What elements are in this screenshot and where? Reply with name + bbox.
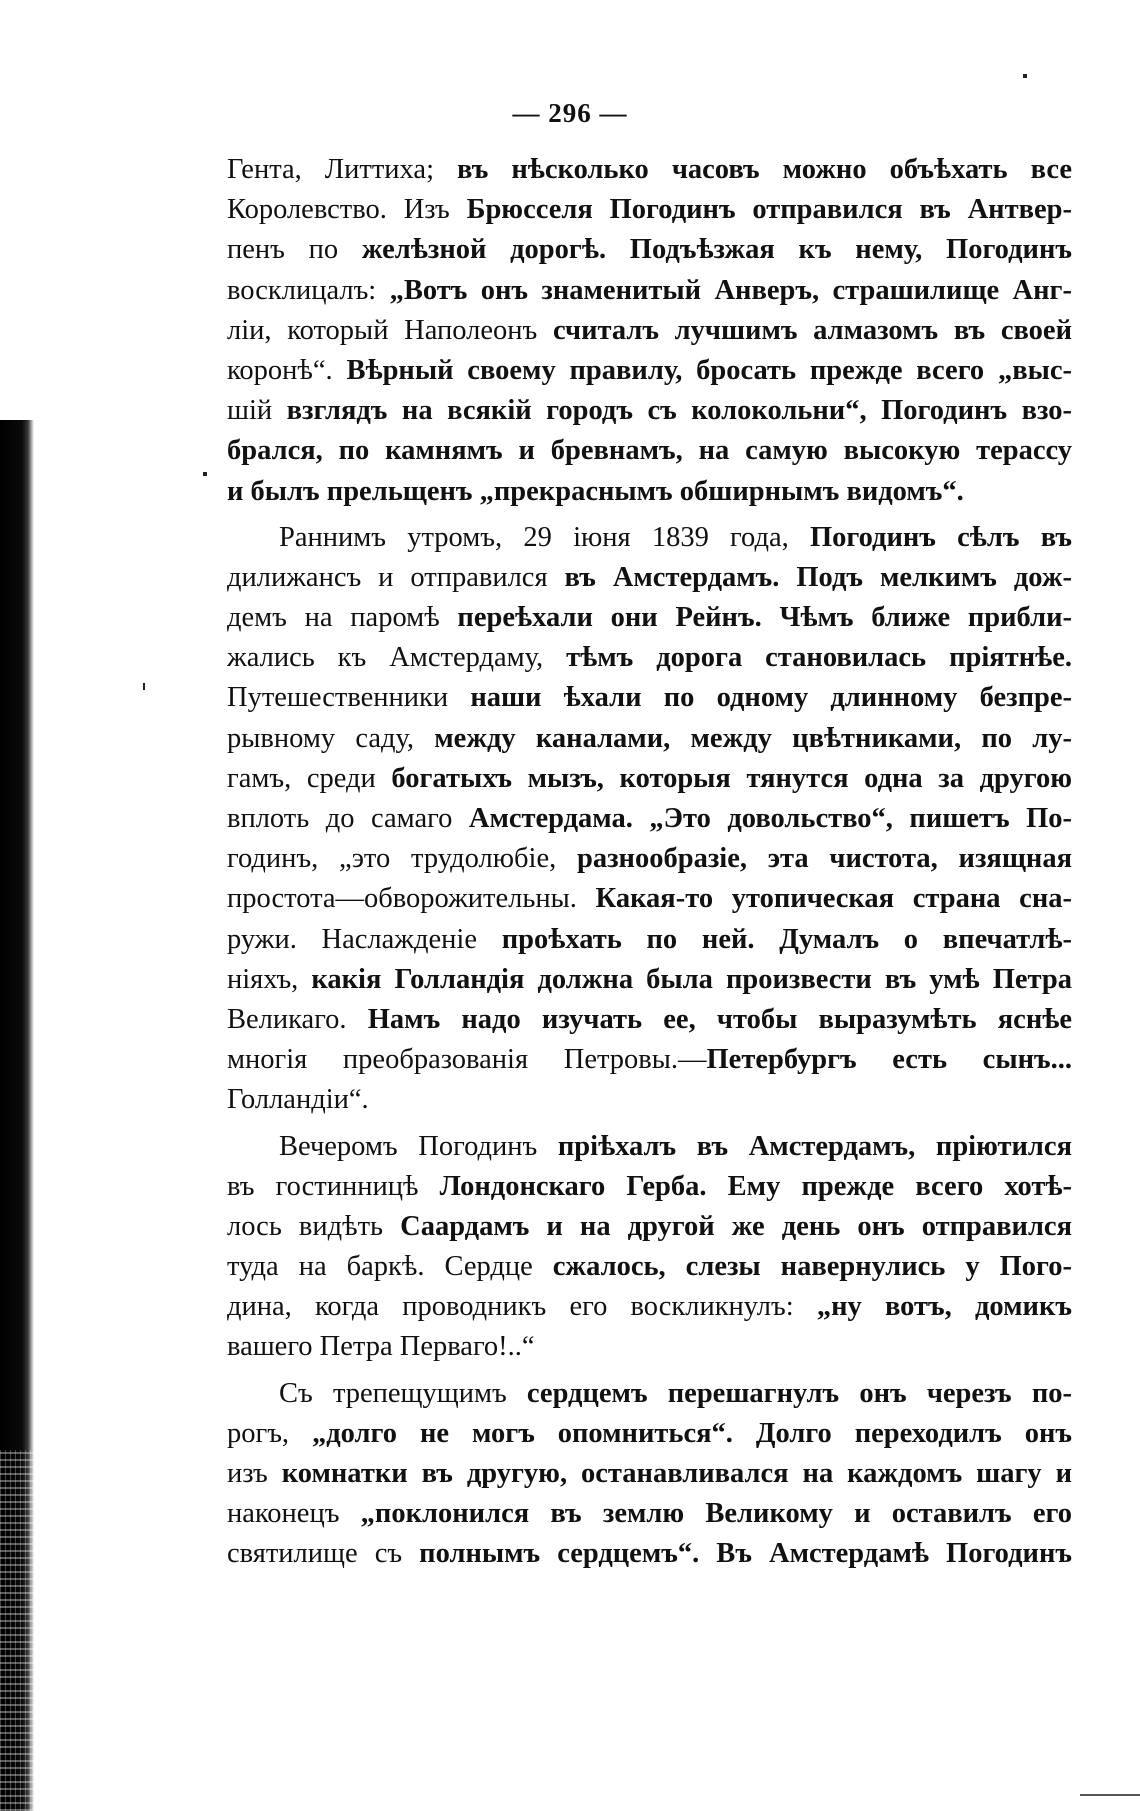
- scan-speck: [1080, 1794, 1140, 1796]
- binding-edge-texture: [0, 1450, 34, 1811]
- text-run: дина, когда проводникъ его воскликнулъ:: [227, 1291, 817, 1323]
- text-run: гамъ, среди: [227, 762, 392, 794]
- scan-speck: [143, 683, 145, 690]
- text-line: [227, 558, 1072, 598]
- text-run: Саардамъ и на другой же день онъ отправился: [400, 1210, 1072, 1242]
- text-line: [227, 1494, 1072, 1534]
- text-run: Путешественники: [227, 682, 471, 714]
- text-run: лось видѣть: [227, 1210, 401, 1242]
- text-run: взглядъ на всякiй городъ съ колокольни“, Погодинъ взо-: [286, 395, 1072, 427]
- scan-speck: [203, 472, 207, 476]
- text-run: Амстердама. „Это довольство“, пишетъ По-: [468, 803, 1072, 834]
- text-line: [227, 1207, 1072, 1247]
- text-run: въ Амстердамъ. Подъ мелкимъ дож-: [564, 561, 1072, 593]
- text-run: пенъ по: [227, 234, 362, 266]
- text-run: Петербургъ есть сынъ...: [706, 1044, 1072, 1076]
- text-run: жались къ Амстердаму,: [227, 642, 567, 674]
- text-line: [227, 1167, 1072, 1207]
- text-run: „долго не могъ опомниться“. Долго переходилъ онъ: [312, 1417, 1072, 1449]
- text-run: годинъ, „это трудолюбiе,: [227, 843, 577, 875]
- text-line: [227, 1080, 1072, 1120]
- text-line: [227, 1127, 1072, 1167]
- text-run: тѣмъ дорога становилась прiятнѣе.: [566, 642, 1072, 674]
- text-run: брался, по: [227, 435, 386, 467]
- text-line: [227, 311, 1072, 351]
- text-run: богатыхъ мызъ, которыя тянутся одна за другою: [391, 762, 1072, 794]
- text-run: Брюсселя Погодинъ отправился въ Антвер-: [466, 194, 1072, 226]
- scan-speck: [1023, 74, 1027, 78]
- text-run: какiя Голландiя должна была произвести въ умѣ Петра: [311, 963, 1072, 995]
- text-run: Вѣрный своему правилу, бросать прежде всего „выс-: [346, 354, 1072, 386]
- text-run: наконецъ: [227, 1498, 361, 1530]
- text-line: [227, 719, 1072, 759]
- text-run: камнямъ и бревнамъ, на самую высокую терассу: [385, 435, 1072, 467]
- text-line: [227, 839, 1072, 879]
- text-run: коронѣ“.: [227, 354, 347, 386]
- text-line: [227, 1327, 1072, 1367]
- text-run: и былъ прельщенъ „прекраснымъ обширнымъ видомъ“.: [227, 475, 964, 507]
- page-number: — 296 —: [512, 98, 628, 128]
- text-run: дилижансъ и отправился: [227, 561, 565, 593]
- text-run: Раннимъ утромъ, 29 iюня 1839 года,: [279, 521, 810, 553]
- text-run: „поклонился въ землю Великому и оставилъ его: [360, 1498, 1072, 1530]
- text-line: [227, 472, 1072, 512]
- text-run: святилище съ: [227, 1538, 420, 1570]
- text-run: демъ на паромѣ: [227, 602, 458, 634]
- text-run: многiя преобразованiя Петровы.—: [227, 1044, 707, 1076]
- text-line: [227, 1414, 1072, 1454]
- text-run: въ гостинницѣ: [227, 1170, 440, 1202]
- text-run: туда на баркѣ. Сердце: [227, 1251, 553, 1283]
- text-run: изъ: [227, 1458, 282, 1489]
- text-line: [227, 431, 1072, 471]
- text-run: Королевство. Изъ: [227, 194, 467, 226]
- text-run: Великаго.: [227, 1003, 368, 1035]
- text-run: переѣхали они Рейнъ. Чѣмъ ближе прибли-: [457, 602, 1072, 634]
- text-run: Намъ надо изучать ее, чтобы выразумѣть яснѣе: [367, 1003, 1072, 1035]
- text-line: [227, 598, 1072, 638]
- text-run: Какая-то утопическая страна сна-: [595, 883, 1072, 915]
- text-line: [227, 678, 1072, 718]
- text-run: рывному саду,: [227, 722, 435, 754]
- text-line: [227, 391, 1072, 431]
- text-run: сжалось, слезы навернулись у Пого-: [552, 1251, 1072, 1283]
- text-run: вашего Петра Перваго!..“: [227, 1331, 535, 1363]
- text-run: между каналами, между цвѣтниками, по лу-: [434, 722, 1072, 754]
- text-run: считалъ лучшимъ алмазомъ въ своей: [552, 314, 1072, 346]
- text-line: [227, 230, 1072, 270]
- text-run: комнатки въ другую, останавливался на каждомъ шагу и: [281, 1458, 1072, 1489]
- text-run: Вечеромъ Погодинъ: [279, 1130, 558, 1162]
- text-run: „Вотъ онъ знаменитый Анверъ, страшилище Анг-: [389, 274, 1072, 306]
- binding-edge-top: [0, 0, 34, 420]
- text-run: ружи. Наслажденiе: [227, 923, 502, 955]
- text-line: [227, 879, 1072, 919]
- text-line: [227, 1287, 1072, 1327]
- body-text: [227, 150, 1072, 1575]
- text-run: нiяхъ,: [227, 963, 312, 995]
- text-line: [227, 190, 1072, 230]
- text-run: лiи, который Наполеонъ: [227, 314, 553, 346]
- text-line: [227, 150, 1072, 190]
- text-run: Съ трепещущимъ: [279, 1377, 527, 1409]
- text-run: полнымъ сердцемъ“. Въ Амстердамѣ Погодинъ: [419, 1538, 1072, 1570]
- text-run: вплоть до самаго: [227, 803, 469, 834]
- text-line: [227, 920, 1072, 960]
- text-run: простота—обворожительны.: [227, 883, 596, 915]
- text-run: разнообразiе, эта чистота, изящная: [577, 843, 1072, 875]
- text-line: [227, 1534, 1072, 1574]
- text-run: проѣхать по ней. Думалъ о впечатлѣ-: [501, 923, 1072, 955]
- text-run: восклицалъ:: [227, 274, 390, 306]
- text-run: шiй: [227, 395, 287, 427]
- text-run: желѣзной дорогѣ. Подъѣзжая къ нему, Погодинъ: [361, 234, 1072, 266]
- text-line: [227, 518, 1072, 558]
- text-line: [227, 1454, 1072, 1494]
- text-line: [227, 799, 1072, 839]
- text-line: [227, 960, 1072, 1000]
- text-run: рогъ,: [227, 1417, 312, 1449]
- text-line: [227, 351, 1072, 391]
- text-line: [227, 1374, 1072, 1414]
- text-line: [227, 1040, 1072, 1080]
- text-line: [227, 1247, 1072, 1287]
- text-run: сердцемъ перешагнулъ онъ черезъ по-: [526, 1377, 1072, 1409]
- text-run: „ну вотъ, домикъ: [816, 1291, 1072, 1323]
- text-run: Гента, Литтиха;: [227, 154, 458, 185]
- text-run: Погодинъ сѣлъ въ: [809, 521, 1072, 553]
- text-line: [227, 759, 1072, 799]
- text-line: [227, 1000, 1072, 1040]
- text-run: Лондонскаго Герба. Ему прежде всего хотѣ-: [439, 1170, 1072, 1202]
- text-line: [227, 271, 1072, 311]
- text-run: прiѣхалъ въ Амстердамъ, прiютился: [557, 1130, 1072, 1162]
- text-run: въ нѣсколько часовъ можно объѣхать все: [457, 154, 1072, 185]
- text-run: Голландiи“.: [227, 1084, 369, 1116]
- text-run: наши ѣхали по одному длинному безпре-: [470, 682, 1072, 714]
- text-line: [227, 638, 1072, 678]
